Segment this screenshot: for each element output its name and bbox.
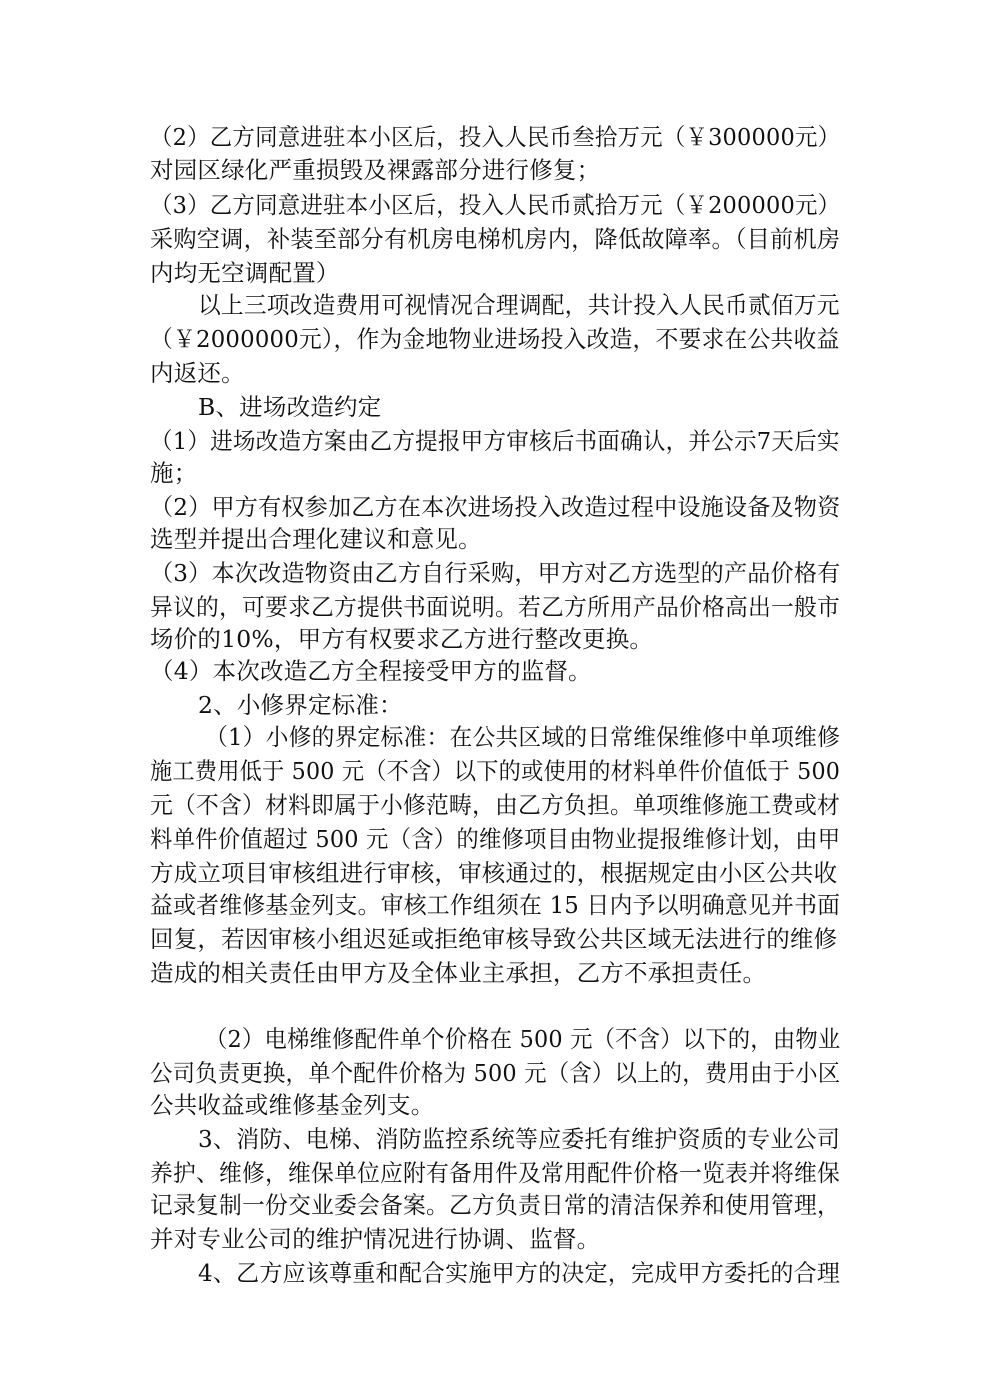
text-line: 公共收益或维修基金列支。 — [150, 1091, 435, 1119]
text-line: （3）乙方同意进驻本小区后，投入人民币贰拾万元（￥200000元） — [150, 191, 841, 219]
text-line: 料单件价值超过 500 元（含）的维修项目由物业提报维修计划，由甲 — [150, 825, 841, 853]
section-heading: B、进场改造约定 — [198, 393, 382, 421]
text-line: （￥2000000元），作为金地物业进场投入改造，不要求在公共收益 — [150, 325, 840, 353]
text-line: （2）电梯维修配件单个价格在 500 元（不含）以下的，由物业 — [205, 1025, 841, 1053]
text-line: 以上三项改造费用可视情况合理调配，共计投入人民币贰佰万元 — [198, 291, 840, 319]
text-line: 选型并提出合理化建议和意见。 — [150, 525, 482, 553]
text-line: 异议的，可要求乙方提供书面说明。若乙方所用产品价格高出一般市 — [150, 593, 841, 621]
text-line: 元（不含）材料即属于小修范畴，由乙方负担。单项维修施工费或材 — [150, 791, 841, 819]
text-line: 并对专业公司的维护情况进行协调、监督。 — [150, 1225, 601, 1253]
text-line: 施； — [150, 459, 198, 487]
text-line: 记录复制一份交业委会备案。乙方负责日常的清洁保养和使用管理， — [150, 1191, 841, 1219]
text-line: 场价的10%，甲方有权要求乙方进行整改更换。 — [150, 625, 654, 653]
text-line: （1）小修的界定标准：在公共区域的日常维保维修中单项维修 — [205, 723, 841, 751]
text-line: 4、乙方应该尊重和配合实施甲方的决定，完成甲方委托的合理 — [198, 1259, 841, 1287]
text-line: 内返还。 — [150, 359, 245, 387]
text-line: （4）本次改造乙方全程接受甲方的监督。 — [150, 657, 592, 685]
text-line: 回复，若因审核小组迟延或拒绝审核导致公共区域无法进行的维修 — [150, 925, 838, 953]
text-line: （1）进场改造方案由乙方提报甲方审核后书面确认，并公示7天后实 — [150, 427, 840, 455]
text-line: 对园区绿化严重损毁及裸露部分进行修复； — [150, 156, 601, 184]
text-line: 益或者维修基金列支。审核工作组须在 15 日内予以明确意见并书面 — [150, 891, 841, 919]
text-line: 造成的相关责任由甲方及全体业主承担，乙方不承担责任。 — [150, 959, 767, 987]
text-line: 方成立项目审核组进行审核，审核通过的，根据规定由小区公共收 — [150, 859, 838, 887]
text-line: 公司负责更换，单个配件价格为 500 元（含）以上的，费用由于小区 — [150, 1059, 841, 1087]
text-line: 内均无空调配置） — [150, 259, 340, 287]
text-line: 采购空调，补装至部分有机房电梯机房内，降低故障率。（目前机房 — [150, 225, 841, 253]
text-line: （2）甲方有权参加乙方在本次进场投入改造过程中设施设备及物资 — [150, 493, 841, 521]
text-line: 施工费用低于 500 元（不含）以下的或使用的材料单件价值低于 500 — [150, 757, 841, 785]
section-heading: 2、小修界定标准： — [198, 691, 403, 719]
text-line: 3、消防、电梯、消防监控系统等应委托有维护资质的专业公司 — [198, 1125, 841, 1153]
text-line: 养护、维修，维保单位应附有备用件及常用配件价格一览表并将维保 — [150, 1159, 841, 1187]
text-line: （3）本次改造物资由乙方自行采购，甲方对乙方选型的产品价格有 — [150, 559, 841, 587]
text-line: （2）乙方同意进驻本小区后，投入人民币叁拾万元（￥300000元） — [150, 123, 841, 151]
